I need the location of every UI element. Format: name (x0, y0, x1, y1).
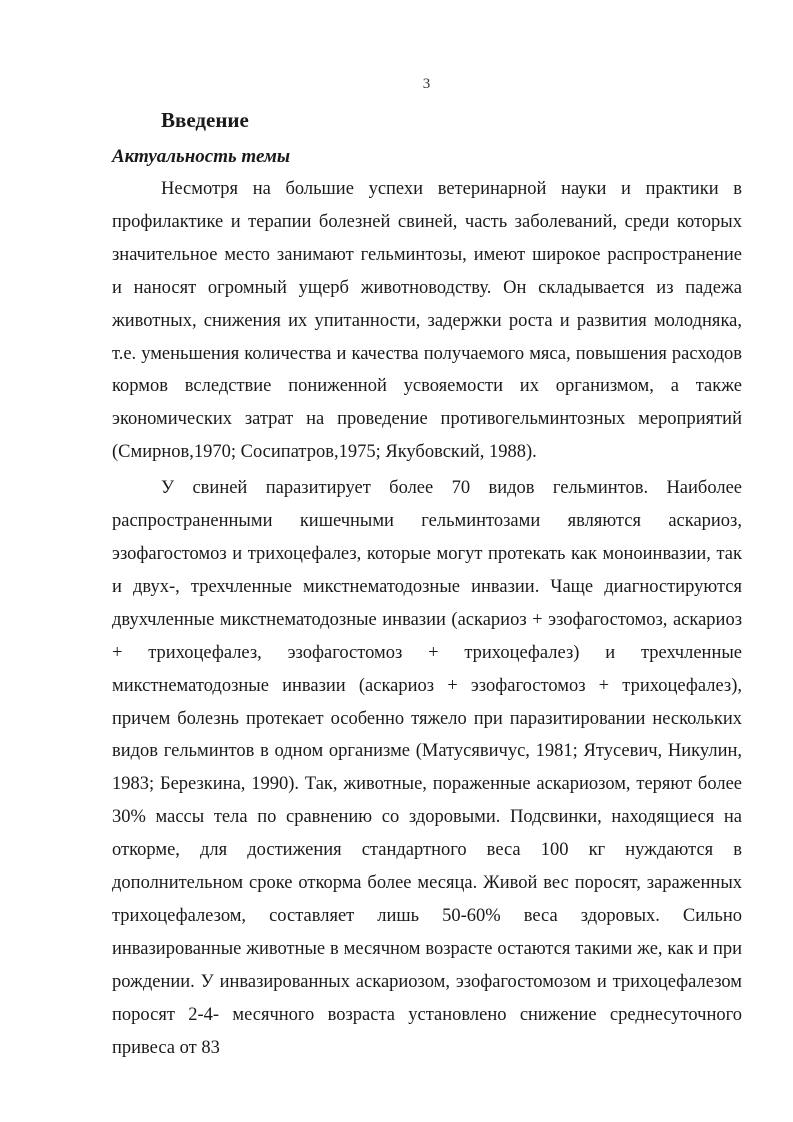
page-number: 3 (422, 76, 431, 92)
body-text (112, 173, 742, 1064)
paragraph-helminths: У свиней паразитирует более 70 видов гельминтов. Наиболее распространенными кишечными гельминтозами являются аскариоз, эзофагостомоз и трихоцефалез, которые могут протекать как моноинвазии, так и двух-, трехчленные микстнематодозные инвазии. Чаще диагностируются двухчленные микстнематодозные инвазии (аскариоз + эзофагостомоз, аскариоз + трихоцефалез, эзофагостомоз + трихоцефалез) и трехчленные микстнематодозные инвазии (аскариоз + эзофагостомоз + трихоцефалез), причем болезнь протекает особенно тяжело при паразитировании нескольких видов гельминтов в одном организме (Матусявичус, 1981; Ятусевич, Никулин, 1983; Березкина, 1990). Так, животные, пораженные аскариозом, теряют более 30% массы тела по сравнению со здоровыми. Подсвинки, находящиеся на откорме, для достижения стандартного веса 100 кг нуждаются в дополнительном сроке откорма более месяца. Живой вес поросят, зараженных трихоцефалезом, составляет лишь 50-60% веса здоровых. Сильно инвазированные животные в месячном возрасте остаются такими же, как и при рождении. У инвазированных аскариозом, эзофагостомозом и трихоцефалезом поросят 2-4- месячного возраста установлено снижение среднесуточного привеса от 83 (112, 478, 742, 1058)
section-heading: Введение (161, 108, 249, 132)
section-subheading: Актуальность темы (112, 146, 291, 167)
paragraph-relevance: Несмотря на большие успехи ветеринарной науки и практики в профилактике и терапии болезней свиней, часть заболеваний, среди которых значительное место занимают гельминтозы, имеют широкое распространение и наносят огромный ущерб животноводству. Он складывается из падежа животных, снижения их упитанности, задержки роста и развития молодняка, т.е. уменьшения количества и качества получаемого мяса, повышения расходов кормов вследствие пониженной усвояемости их организмом, а также экономических затрат на проведение противогельминтозных мероприятий (Смирнов,1970; Сосипатров,1975; Якубовский, 1988). (112, 179, 742, 463)
